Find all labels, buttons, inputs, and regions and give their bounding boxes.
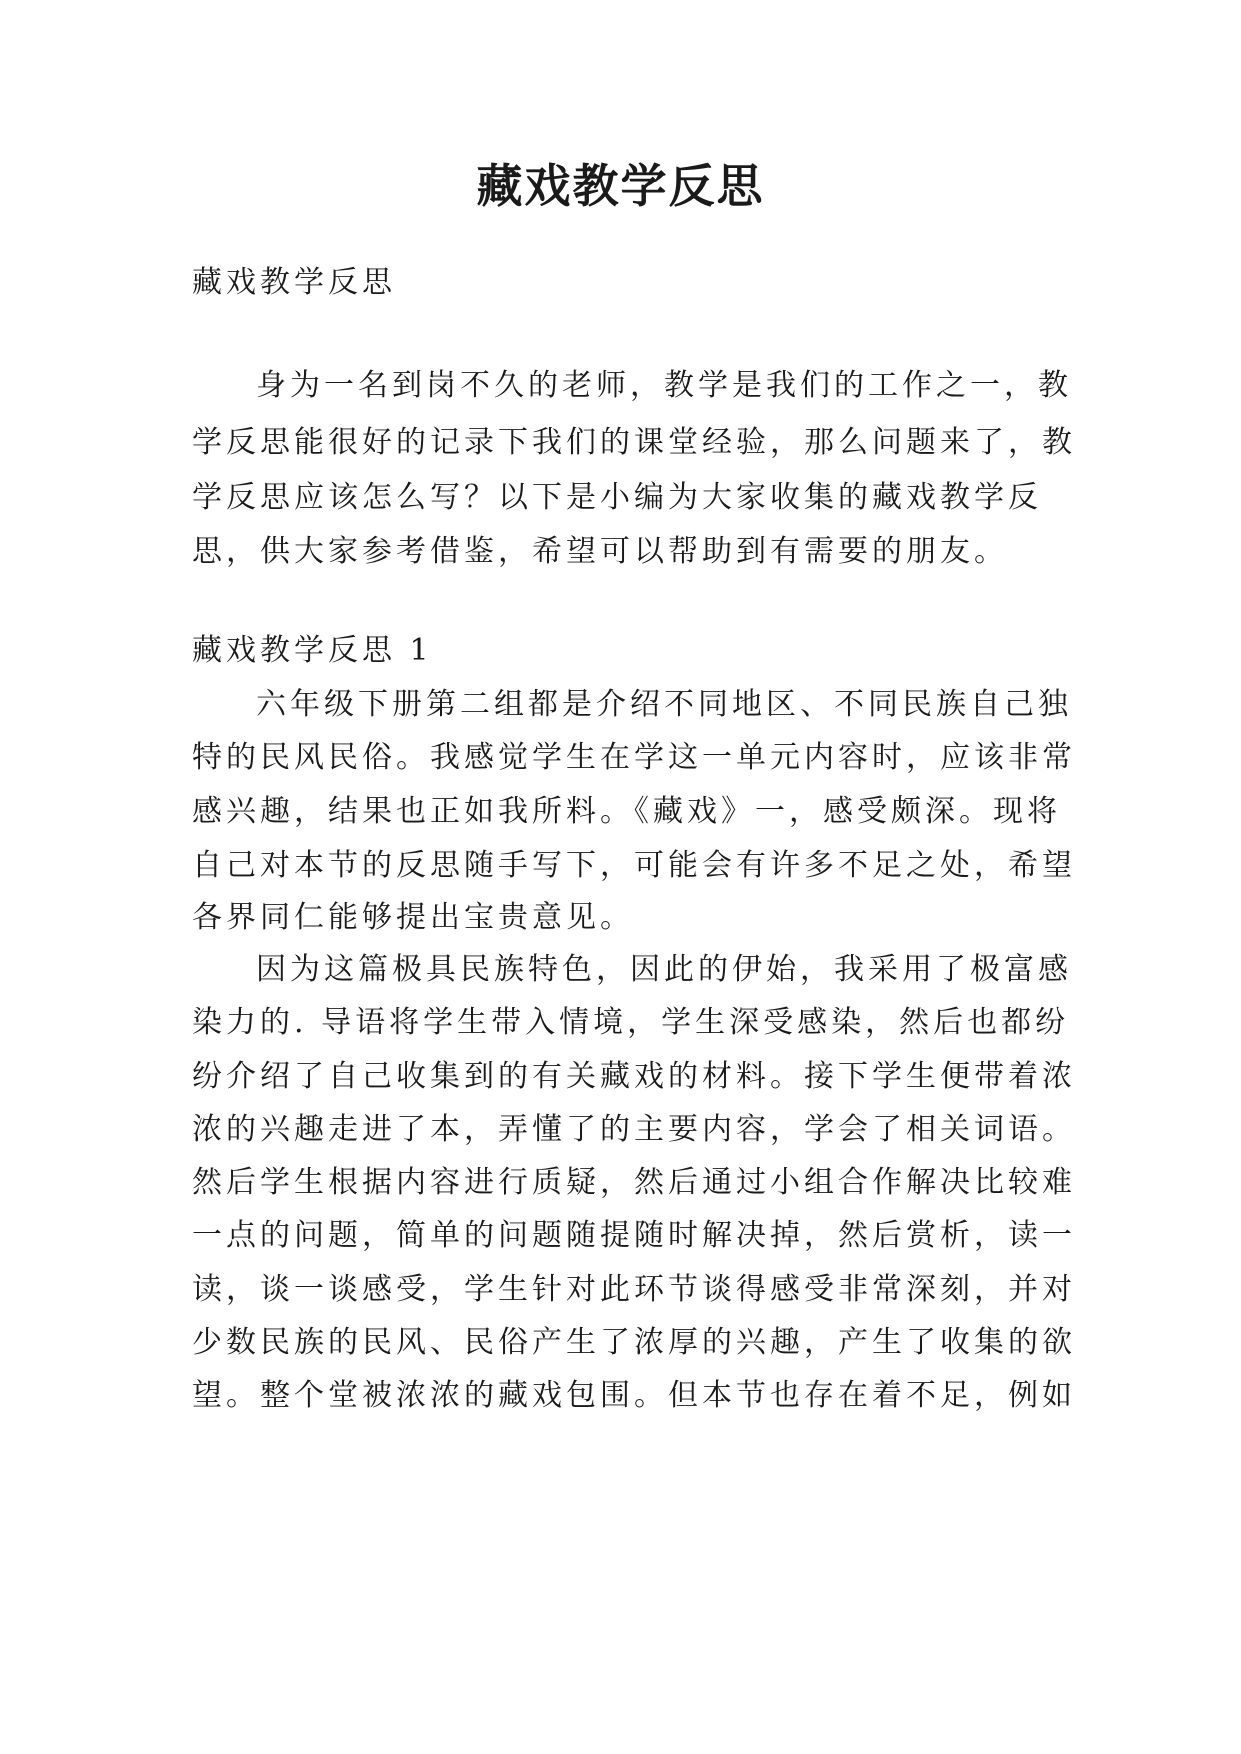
body-line: 一点的问题，简单的问题随提随时解决掉，然后赏析，读一 bbox=[192, 1218, 1076, 1253]
intro-line: 学反思应该怎么写？以下是小编为大家收集的藏戏教学反 bbox=[192, 480, 1042, 515]
document-title: 藏戏教学反思 bbox=[476, 159, 765, 213]
body-line: 读，谈一谈感受，学生针对此环节谈得感受非常深刻，并对 bbox=[192, 1272, 1076, 1307]
body-line: 望。整个堂被浓浓的藏戏包围。但本节也存在着不足，例如 bbox=[192, 1378, 1076, 1413]
body-line: 浓的兴趣走进了本，弄懂了的主要内容，学会了相关词语。 bbox=[192, 1112, 1076, 1147]
body-line: 感兴趣，结果也正如我所料。《藏戏》一，感受颇深。现将 bbox=[192, 794, 1061, 829]
document-subtitle: 藏戏教学反思 bbox=[192, 265, 396, 300]
body-line: 染力的. 导语将学生带入情境，学生深受感染，然后也都纷 bbox=[192, 1005, 1070, 1040]
body-line: 然后学生根据内容进行质疑，然后通过小组合作解决比较难 bbox=[192, 1165, 1076, 1200]
body-line: 六年级下册第二组都是介绍不同地区、不同民族自己独 bbox=[256, 687, 1072, 722]
body-line: 自己对本节的反思随手写下，可能会有许多不足之处，希望 bbox=[192, 848, 1076, 883]
body-line: 各界同仁能够提出宝贵意见。 bbox=[192, 900, 634, 935]
body-line: 少数民族的民风、民俗产生了浓厚的兴趣，产生了收集的欲 bbox=[192, 1325, 1076, 1360]
body-line: 因为这篇极具民族特色，因此的伊始，我采用了极富感 bbox=[256, 952, 1072, 987]
intro-line: 思，供大家参考借鉴，希望可以帮助到有需要的朋友。 bbox=[192, 534, 1008, 569]
section-heading: 藏戏教学反思 1 bbox=[192, 633, 433, 668]
body-line: 纷介绍了自己收集到的有关藏戏的材料。接下学生便带着浓 bbox=[192, 1059, 1076, 1094]
intro-line: 身为一名到岗不久的老师，教学是我们的工作之一，教 bbox=[256, 368, 1072, 403]
intro-line: 学反思能很好的记录下我们的课堂经验，那么问题来了，教 bbox=[192, 425, 1076, 460]
body-line: 特的民风民俗。我感觉学生在学这一单元内容时，应该非常 bbox=[192, 740, 1076, 775]
